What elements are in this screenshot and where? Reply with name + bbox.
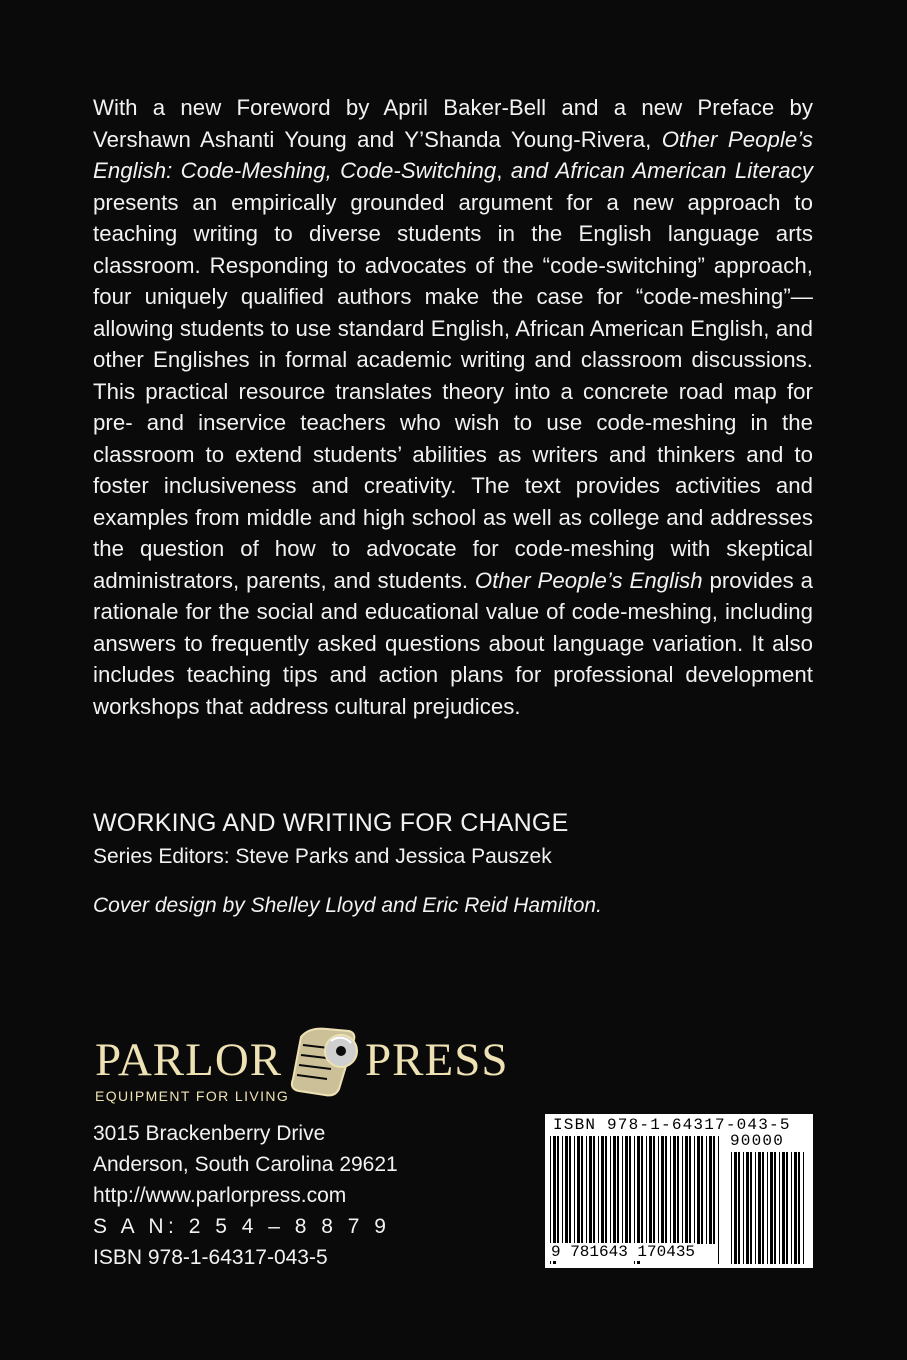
barcode-bar [738,1152,740,1264]
addon-barcode-bars [730,1152,806,1264]
barcode-bar [731,1152,732,1264]
barcode-bar [709,1136,712,1244]
barcode-bar [586,1136,587,1244]
barcode-bar [661,1136,664,1244]
isbn-barcode [545,1114,813,1268]
barcode-bar [743,1152,744,1264]
barcode-bar [601,1136,604,1244]
barcode-bar [562,1136,563,1244]
barcode-bar [779,1152,780,1264]
barcode-bar [598,1136,599,1244]
barcode-bar [746,1152,749,1264]
barcode-bar [605,1136,607,1244]
book-title: Other People’s English: Code-Meshing, Code-Switching [93,126,813,183]
barcode-bar [786,1152,788,1264]
barcode-bar [617,1136,619,1244]
logo-word-press: PRESS [365,1034,509,1086]
barcode-bar [610,1136,611,1244]
series-title: WORKING AND WRITING FOR CHANGE [93,809,569,837]
barcode-bar [798,1152,800,1264]
barcode-bar [557,1136,559,1244]
blurb-body: presents an empirically grounded argument for a new approach to teaching writing to diverse students in the English language arts classroom. Responding to advocates of the “code-switching” approach, four uniquely qualified authors make the case for “code-meshing”—allowing students to use standard English, African American English, and other Englishes in formal academic writing and classroom discussions. This practical resource translates theory into a concrete road map for pre- and inservice teachers who wish to use code-meshing in the classroom to extend students’ abilities as writers and thinkers and to foster inclusiveness and creativity. The text provides activities and examples from middle and high school as well as college and addresses the question of how to advocate for code-meshing with skeptical administrators, parents, and students. [93,189,813,593]
publisher-address [93,1118,398,1273]
barcode-bar [577,1136,580,1244]
barcode-bar [677,1136,679,1244]
san-number: S A N: 2 5 4 – 8 8 7 9 [93,1215,391,1238]
book-short-title: Other People’s English [474,567,703,593]
publisher-url: http://www.parlorpress.com [93,1184,347,1207]
barcode-bar [750,1152,752,1264]
barcode-bar [767,1152,768,1264]
barcode-bar [689,1136,691,1244]
barcode-bar [706,1136,707,1244]
barcode-bar [758,1152,761,1264]
back-cover-description [93,92,813,722]
barcode-isbn-label: ISBN 978-1-64317-043-5 [553,1116,791,1134]
barcode-bar [653,1136,655,1244]
barcode-bar [682,1136,683,1244]
barcode-bar [713,1136,715,1244]
barcode-bar [762,1152,764,1264]
barcode-bar [593,1136,595,1244]
cover-credit: Cover design by Shelley Lloyd and Eric Reid Hamilton. [93,894,602,917]
barcode-bar [803,1152,804,1264]
barcode-bar [574,1136,575,1244]
barcode-bar [670,1136,671,1244]
barcode-bar [673,1136,676,1244]
barcode-bar [625,1136,628,1244]
barcode-bar [701,1136,703,1244]
barcode-bar [694,1136,695,1244]
barcode-bar [581,1136,583,1244]
barcode-bar [569,1136,571,1244]
address-street: 3015 Brackenberry Drive [93,1122,326,1145]
address-city: Anderson, South Carolina 29621 [93,1153,398,1176]
blurb-comma: , [496,158,511,183]
isbn-text: ISBN 978-1-64317-043-5 [93,1246,328,1269]
barcode-bar [734,1152,737,1264]
barcode-bar [646,1136,647,1244]
barcode-digits: 9 781643 170435 [551,1243,696,1261]
blurb-intro: With a new Foreword by April Baker-Bell and a new Preface by Vershawn Ashanti Young and Y’Shanda Young-Rivera, [93,95,813,152]
barcode-bar [622,1136,623,1244]
barcode-bar [629,1136,631,1244]
blurb-conclusion: provides a rationale for the social and educational value of code-meshing, including answers to frequently asked questions about language variation. It also includes teaching tips and action plans for professional development workshops that address cultural prejudices. [93,567,813,719]
scroll-cd-icon [279,1015,369,1105]
barcode-bar [774,1152,776,1264]
barcode-bar [718,1136,719,1264]
logo-tagline: EQUIPMENT FOR LIVING [95,1088,290,1104]
barcode-bar [649,1136,652,1244]
barcode-bar [589,1136,592,1244]
barcode-bar [665,1136,667,1244]
barcode-bar [685,1136,688,1244]
barcode-bar [782,1152,785,1264]
barcode-bar [641,1136,643,1244]
barcode-bar [658,1136,659,1244]
publisher-logo [93,1015,513,1110]
barcode-bar [613,1136,616,1244]
series-editors: Series Editors: Steve Parks and Jessica Pauszek [93,845,552,868]
barcode-bar [791,1152,792,1264]
barcode-bar [755,1152,756,1264]
barcode-price-code: 90000 [730,1132,785,1150]
barcode-bar [565,1136,568,1244]
barcode-bar [697,1136,700,1244]
barcode-bar [770,1152,773,1264]
logo-word-parlor: PARLOR [95,1034,283,1086]
barcode-bar [794,1152,797,1264]
book-subtitle-tail: and African American Literacy [510,158,813,183]
